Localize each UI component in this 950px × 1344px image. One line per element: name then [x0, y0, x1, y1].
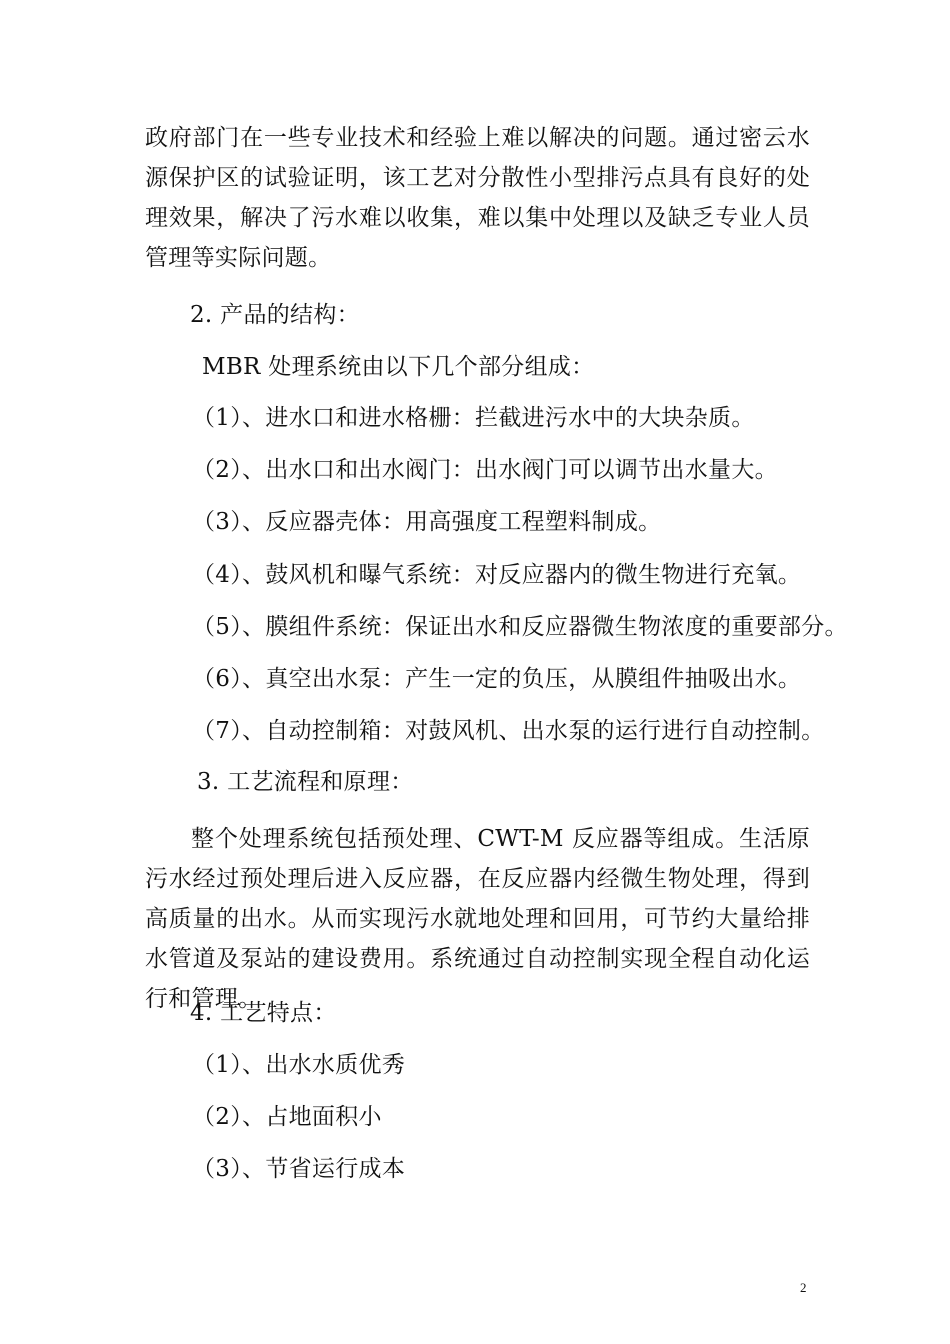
section-3-heading: 3. 工艺流程和原理： — [197, 769, 414, 795]
section-2-lead: MBR 处理系统由以下几个部分组成： — [202, 354, 595, 380]
section-4-item: （1）、出水水质优秀 — [192, 1052, 406, 1078]
section-2-item: （1）、进水口和进水格栅：拦截进污水中的大块杂质。 — [192, 405, 755, 431]
section-2-item: （6）、真空出水泵：产生一定的负压，从膜组件抽吸出水。 — [192, 666, 802, 692]
section-2-item: （4）、鼓风机和曝气系统：对反应器内的微生物进行充氧。 — [192, 562, 802, 588]
page-number: 2 — [800, 1280, 807, 1295]
section-2-item: （5）、膜组件系统：保证出水和反应器微生物浓度的重要部分。 — [192, 614, 848, 640]
section-2-item: （3）、反应器壳体：用高强度工程塑料制成。 — [192, 509, 662, 535]
section-2-heading: 2. 产品的结构： — [190, 302, 360, 328]
section-4-heading: 4. 工艺特点： — [190, 1000, 337, 1026]
section-2-item: （2）、出水口和出水阀门：出水阀门可以调节出水量大。 — [192, 457, 778, 483]
section-4-item: （2）、占地面积小 — [192, 1104, 382, 1130]
section-4-item: （3）、节省运行成本 — [192, 1156, 406, 1182]
section-3-paragraph: 整个处理系统包括预处理、CWT-M 反应器等组成。生活原污水经过预处理后进入反应器，在反应器内经微生物处理，得到高质量的出水。从而实现污水就地处理和回用，可节约大量给排水管道及泵站的建设费用。系统通过自动控制实现全程自动化运行和管理。 — [145, 826, 810, 1012]
section-2-item: （7）、自动控制箱：对鼓风机、出水泵的运行进行自动控制。 — [192, 718, 825, 744]
intro-paragraph: 政府部门在一些专业技术和经验上难以解决的问题。通过密云水源保护区的试验证明，该工艺对分散性小型排污点具有良好的处理效果，解决了污水难以收集，难以集中处理以及缺乏专业人员管理等实际问题。 — [145, 125, 810, 271]
